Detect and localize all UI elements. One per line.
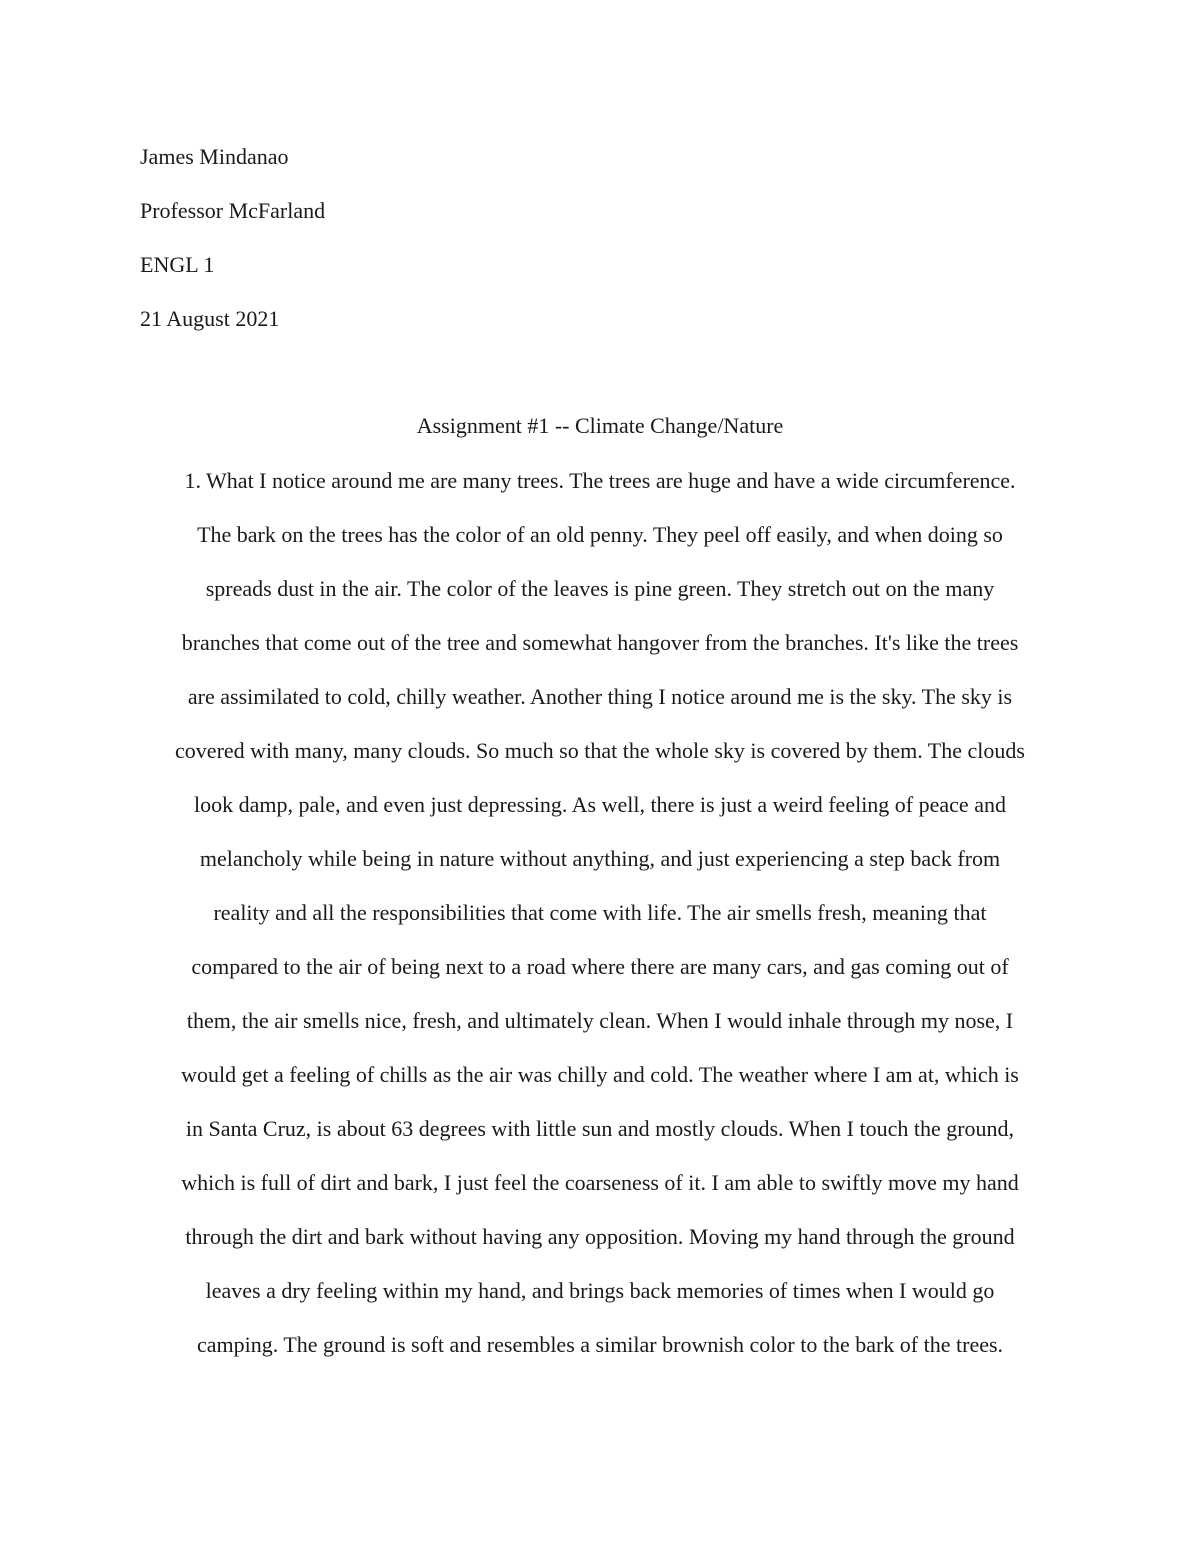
assignment-date: 21 August 2021 <box>140 306 280 331</box>
body-line: The bark on the trees has the color of an old penny. They peel off easily, and when doing so <box>197 522 1003 547</box>
body-line: camping. The ground is soft and resembles a similar brownish color to the bark of the trees. <box>196 1332 1004 1357</box>
body-line: branches that come out of the tree and somewhat hangover from the branches. It's like the trees <box>181 630 1019 655</box>
body-line: in Santa Cruz, is about 63 degrees with little sun and mostly clouds. When I touch the ground, <box>185 1116 1015 1141</box>
body-line: are assimilated to cold, chilly weather. Another thing I notice around me is the sky. The sky is <box>187 684 1013 709</box>
body-line: reality and all the responsibilities that come with life. The air smells fresh, meaning that <box>213 900 987 925</box>
body-line: through the dirt and bark without having any opposition. Moving my hand through the ground <box>185 1224 1015 1249</box>
body-line: compared to the air of being next to a road where there are many cars, and gas coming out of <box>191 954 1009 979</box>
professor-name: Professor McFarland <box>140 198 326 223</box>
body-line: 1. What I notice around me are many trees. The trees are huge and have a wide circumference. <box>184 468 1016 493</box>
student-name: James Mindanao <box>140 144 289 169</box>
body-line: covered with many, many clouds. So much so that the whole sky is covered by them. The clouds <box>175 738 1025 763</box>
body-line: leaves a dry feeling within my hand, and brings back memories of times when I would go <box>205 1278 995 1303</box>
body-line: which is full of dirt and bark, I just feel the coarseness of it. I am able to swiftly move my hand <box>181 1170 1019 1195</box>
body-line: spreads dust in the air. The color of the leaves is pine green. They stretch out on the many <box>205 576 995 601</box>
body-line: them, the air smells nice, fresh, and ultimately clean. When I would inhale through my nose, I <box>186 1008 1014 1033</box>
body-line: look damp, pale, and even just depressing. As well, there is just a weird feeling of peace and <box>194 792 1006 817</box>
body-line: would get a feeling of chills as the air was chilly and cold. The weather where I am at, which is <box>181 1062 1019 1087</box>
course-name: ENGL 1 <box>140 252 215 277</box>
assignment-title: Assignment #1 -- Climate Change/Nature <box>416 413 784 438</box>
body-line: melancholy while being in nature without anything, and just experiencing a step back from <box>199 846 1001 871</box>
